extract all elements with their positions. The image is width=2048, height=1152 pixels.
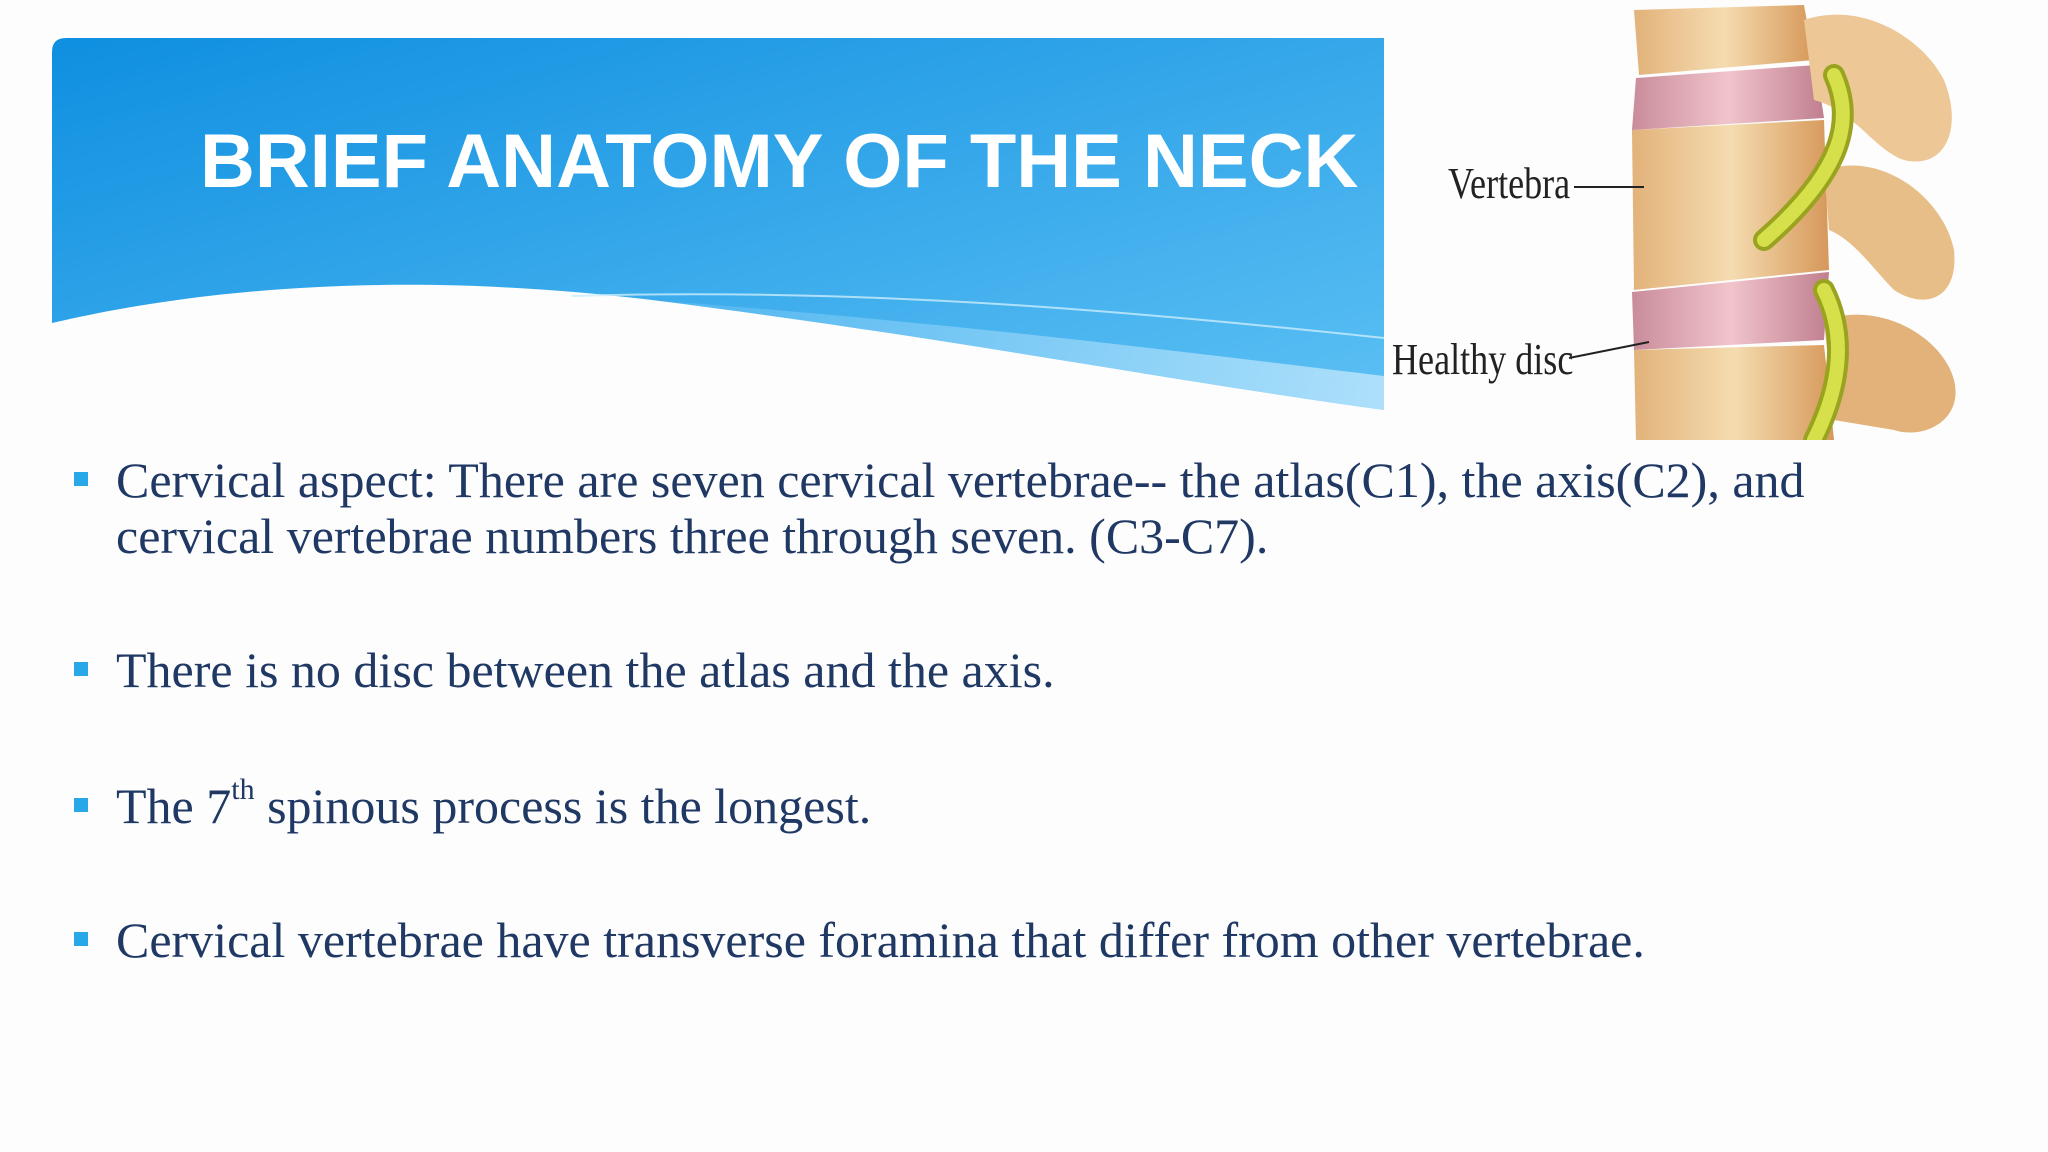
bullet-square-icon xyxy=(74,662,88,676)
bullet-text xyxy=(116,773,1936,834)
bullet-text: Cervical aspect: There are seven cervical vertebrae-- the atlas(C1), the axis(C2), and cervical vertebrae numbers three through seven. (C3-C7). xyxy=(116,452,1805,564)
title-banner xyxy=(52,38,1384,410)
healthy-disc-label: Healthy disc xyxy=(1392,335,1574,384)
vertebra-label: Vertebra xyxy=(1448,159,1571,208)
bullet-text-post: spinous process is the longest. xyxy=(254,778,872,834)
bullet-square-icon xyxy=(74,472,88,486)
bullet-square-icon xyxy=(74,932,88,946)
spine-illustration xyxy=(1384,0,2004,440)
ordinal-suffix: th xyxy=(231,773,255,807)
bullet-text: There is no disc between the atlas and the axis. xyxy=(116,642,1055,698)
bullet-text-pre: The 7 xyxy=(116,778,232,834)
page-title: BRIEF ANATOMY OF THE NECK xyxy=(200,119,1359,204)
bullet-text: Cervical vertebrae have transverse foramina that differ from other vertebrae. xyxy=(116,912,1645,968)
bullet-square-icon xyxy=(74,798,88,812)
